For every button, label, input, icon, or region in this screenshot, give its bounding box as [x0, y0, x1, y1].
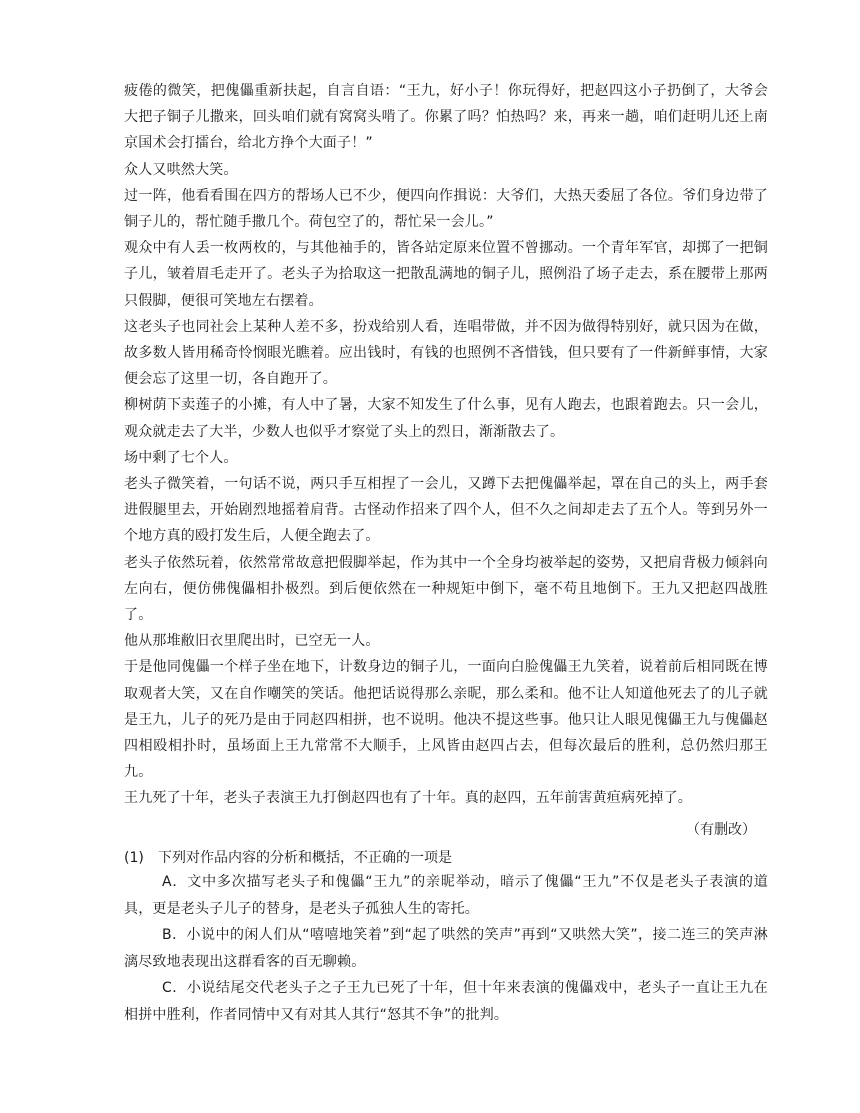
paragraph: 老头子依然玩着，依然常常故意把假脚举起，作为其中一个全身均被举起的姿势，又把肩背极力倾斜向左向右，便仿佛傀儡相扑极烈。到后便依然在一种规矩中倒下，毫不苟且地倒下。王九又把赵四战胜了。 — [124, 554, 768, 624]
paragraph: 疲倦的微笑，把傀儡重新扶起，自言自语：“王九，好小子！你玩得好，把赵四这小子扔倒了，大爷会大把子铜子儿撒来，回头咱们就有窝窝头啃了。你累了吗？怕热吗？来，再来一趟，咱们赶明儿还上南京国术会打擂台，给北方挣个大面子！” — [124, 83, 768, 152]
paragraph: 这老头子也同社会上某种人差不多，扮戏给别人看，连唱带做，并不因为做得特别好，就只因为在做，故多数人皆用稀奇怜悯眼光瞧着。应出钱时，有钱的也照例不吝惜钱，但只要有了一件新鲜事情，大家便会忘了这里一切，各自跑开了。 — [124, 318, 768, 388]
paragraph: 众人又哄然大笑。 — [124, 161, 238, 178]
option-b: B．小说中的闲人们从“嘻嘻地笑着”到“起了哄然的笑声”再到“又哄然大笑”，接二连三的笑声淋漓尽致地表现出这群看客的百无聊赖。 — [124, 927, 768, 970]
story-passage — [124, 78, 768, 812]
paragraph: 老头子微笑着，一句话不说，两只手互相捏了一会儿，又蹲下去把傀儡举起，罩在自己的头上，两手套进假腿里去，开始剧烈地摇着肩背。古怪动作招来了四个人，但不久之间却走去了五个人。等到另外一个地方真的殴打发生后，人便全跑去了。 — [124, 476, 768, 545]
question-number: (1) — [124, 850, 144, 866]
option-c: C．小说结尾交代老头子之子王九已死了十年，但十年来表演的傀儡戏中，老头子一直让王九在相拼中胜利，作者同情中又有对其人其行“怒其不争”的批判。 — [124, 980, 768, 1023]
question-stem-line — [124, 845, 768, 871]
paragraph: 他从那堆敝旧衣里爬出时，已空无一人。 — [124, 633, 380, 650]
answer-options — [124, 869, 768, 1028]
paragraph: 过一阵，他看看围在四方的帮场人已不少，便四向作揖说：大爷们，大热天委屈了各位。爷们身边带了铜子儿的，帮忙随手撒几个。荷包空了的，帮忙呆一会儿。” — [124, 187, 768, 231]
question-stem: 下列对作品内容的分析和概括，不正确的一项是 — [158, 850, 452, 866]
option-a: A．文中多次描写老头子和傀儡“王九”的亲昵举动，暗示了傀儡“王九”不仅是老头子表演的道具，更是老头子儿子的替身，是老头子孤独人生的寄托。 — [124, 874, 768, 917]
source-note: （有删改） — [686, 822, 756, 838]
paragraph: 王九死了十年，老头子表演王九打倒赵四也有了十年。真的赵四，五年前害黄疸病死掉了。 — [124, 790, 692, 807]
paragraph: 柳树荫下卖莲子的小摊，有人中了暑，大家不知发生了什么事，见有人跑去，也跟着跑去。只一会儿，观众就走去了大半，少数人也似乎才察觉了头上的烈日，渐渐散去了。 — [124, 397, 768, 440]
paragraph: 场中剩了七个人。 — [124, 449, 238, 466]
paragraph: 于是他同傀儡一个样子坐在地下，计数身边的铜子儿，一面向白脸傀儡王九笑着，说着前后相同既在博取观者大笑，又在自作嘲笑的笑话。他把话说得那么亲昵，那么柔和。他不让人知道他死去了的儿子就是王九，儿子的死乃是由于同赵四相拼，也不说明。他决不提这些事。他只让人眼见傀儡王九与傀儡赵四相殴相扑时，虽场面上王九常常不大顺手，上风皆由赵四占去，但每次最后的胜利，总仍然归那王九。 — [124, 659, 768, 781]
paragraph: 观众中有人丢一枚两枚的，与其他袖手的，皆各站定原来位置不曾挪动。一个青年军官，却掷了一把铜子儿，皱着眉毛走开了。老头子为拾取这一把散乱满地的铜子儿，照例沿了场子走去，系在腰带上那两只假脚，便很可笑地左右摆着。 — [124, 240, 768, 309]
